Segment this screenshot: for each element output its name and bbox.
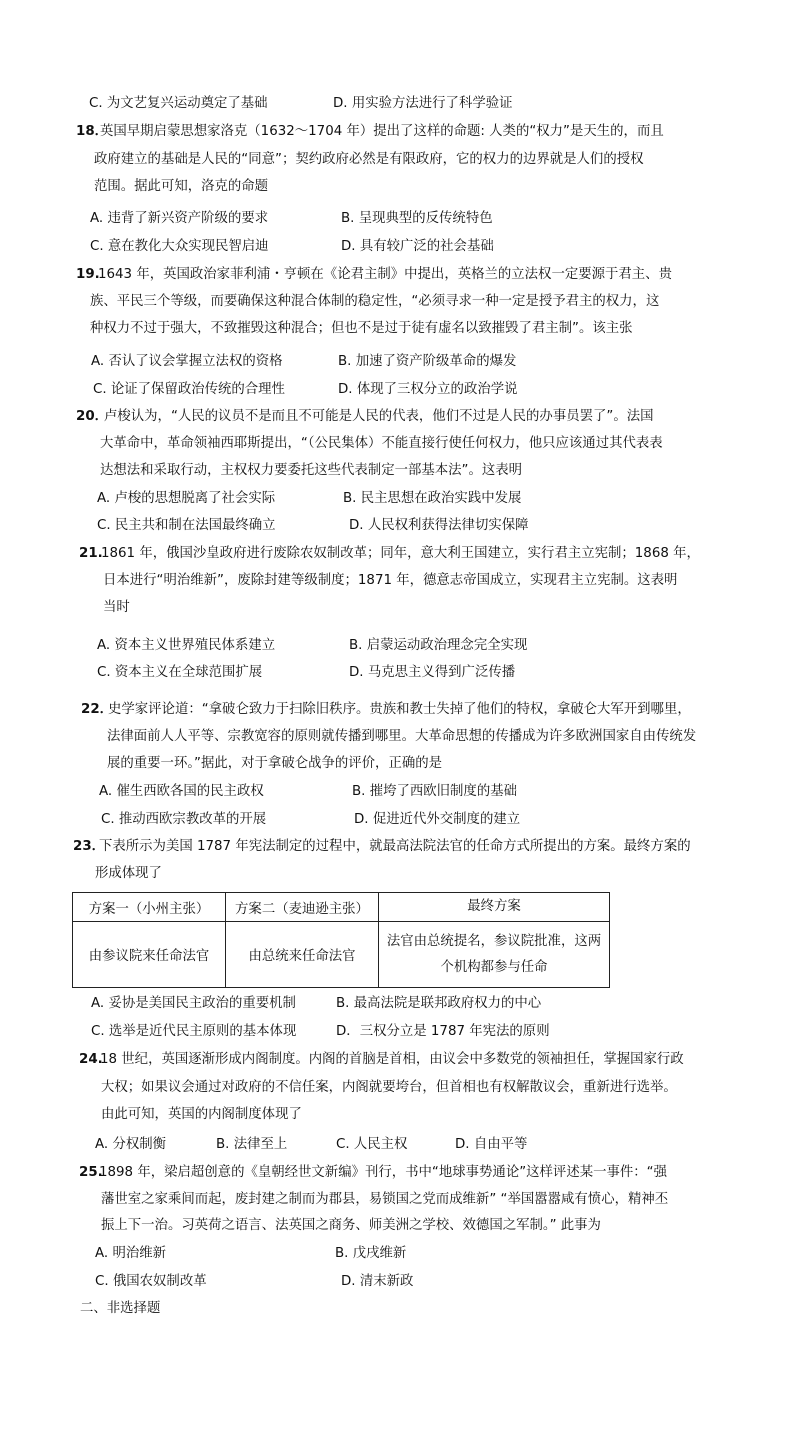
table-header-row [73,893,610,922]
q19-stem-line2: 族、平民三个等级，而要确保这种混合体制的稳定性，“必须寻求一种一定是授予君主的权力，这 [90,294,660,309]
table-header-cell: 方案一（小州主张） [73,893,226,922]
q18-stem-line1: 英国早期启蒙思想家洛克（1632～1704 年）提出了这样的命题: 人类的“权力”是天生的，而且 [100,124,664,139]
q19-number: 19. [76,267,100,282]
q21-stem-line3: 当时 [103,600,130,615]
table-cell: 法官由总统提名，参议院批准，这两个机构都参与任命 [379,922,610,988]
q18-option-d[interactable]: D. 具有较广泛的社会基础 [341,239,494,254]
table-row [73,922,610,988]
q18-stem-line3: 范围。据此可知，洛克的命题 [94,179,269,194]
q24-option-a[interactable]: A. 分权制衡 [95,1137,166,1152]
q20-option-a[interactable]: A. 卢梭的思想脱离了社会实际 [97,491,276,506]
q20-stem-line2: 大革命中，革命领袖西耶斯提出，“（公民集体）不能直接行使任何权力，他只应该通过其代表表 [100,436,663,451]
q19-option-a[interactable]: A. 否认了议会掌握立法权的资格 [91,354,283,369]
q19-option-c[interactable]: C. 论证了保留政治传统的合理性 [93,382,285,397]
q21-number: 21. [79,546,103,561]
q25-stem-line3: 振上下一治。习英荷之语言、法英国之商务、师美洲之学校、效德国之军制。” 此事为 [101,1218,601,1233]
q23-option-b[interactable]: B. 最高法院是联邦政府权力的中心 [336,996,542,1011]
q22-stem-line3: 展的重要一环。”据此，对于拿破仑战争的评价，正确的是 [107,756,443,771]
q22-option-a[interactable]: A. 催生西欧各国的民主政权 [99,784,264,799]
q23-stem-line1: 下表所示为美国 1787 年宪法制定的过程中，就最高法院法官的任命方式所提出的方案。最终方案的 [99,839,691,854]
q20-option-d[interactable]: D. 人民权利获得法律切实保障 [349,518,529,533]
q19-option-b[interactable]: B. 加速了资产阶级革命的爆发 [338,354,517,369]
q20-option-c[interactable]: C. 民主共和制在法国最终确立 [97,518,276,533]
q24-stem-line1: 18 世纪，英国逐渐形成内阁制度。内阁的首脑是首相，由议会中多数党的领袖担任，掌握国家行政 [100,1052,684,1067]
q24-stem-line3: 由此可知，英国的内阁制度体现了 [101,1107,302,1122]
q19-stem-line1: 1643 年，英国政治家菲利浦・亨顿在《论君主制》中提出，英格兰的立法权一定要源于君主、贵 [98,267,672,282]
q24-option-b[interactable]: B. 法律至上 [216,1137,288,1152]
q21-option-c[interactable]: C. 资本主义在全球范围扩展 [97,665,263,680]
q23-option-d[interactable]: D．三权分立是 1787 年宪法的原则 [336,1024,550,1039]
q19-option-d[interactable]: D. 体现了三权分立的政治学说 [338,382,518,397]
table-cell: 由参议院来任命法官 [73,922,226,988]
q23-proposal-table [72,892,610,988]
q18-stem-line2: 政府建立的基础是人民的“同意”；契约政府必然是有限政府，它的权力的边界就是人们的授权 [94,152,644,167]
table-cell: 由总统来任命法官 [226,922,379,988]
q18-option-a[interactable]: A. 违背了新兴资产阶级的要求 [90,211,269,226]
q25-number: 25. [79,1165,103,1180]
q20-stem-line1: 卢梭认为，“人民的议员不是而且不可能是人民的代表，他们不过是人民的办事员罢了”。法国 [104,409,654,424]
q21-stem-line2: 日本进行“明治维新”，废除封建等级制度；1871 年，德意志帝国成立，实现君主立宪制。这表明 [103,573,678,588]
q25-stem-line2: 藩世室之家乘间而起，废封建之制而为郡县，易锁国之党而成维新” “举国嚣嚣咸有愤心，精神丕 [101,1192,669,1207]
table-header-cell: 方案二（麦迪逊主张） [226,893,379,922]
q21-option-b[interactable]: B. 启蒙运动政治理念完全实现 [349,638,528,653]
q23-stem-line2: 形成体现了 [95,866,162,881]
q23-number: 23． [73,839,106,854]
q20-stem-line3: 达想法和采取行动，主权权力要委托这些代表制定一部基本法”。这表明 [100,463,523,478]
q22-option-d[interactable]: D. 促进近代外交制度的建立 [354,812,521,827]
q18-option-b[interactable]: B. 呈现典型的反传统特色 [341,211,493,226]
q22-option-c[interactable]: C. 推动西欧宗教改革的开展 [101,812,267,827]
q19-stem-line3: 种权力不过于强大，不致摧毁这种混合；但也不是过于徒有虚名以致摧毁了君主制”。该主张 [90,321,633,336]
q24-number: 24. [79,1052,103,1067]
q22-stem-line2: 法律面前人人平等、宗教宽容的原则就传播到哪里。大革命思想的传播成为许多欧洲国家自由传统发 [107,729,697,744]
q22-option-b[interactable]: B. 摧垮了西欧旧制度的基础 [352,784,517,799]
q22-number: 22． [81,702,114,717]
q23-option-a[interactable]: A. 妥协是美国民主政治的重要机制 [91,996,296,1011]
q24-option-c[interactable]: C. 人民主权 [336,1137,408,1152]
q25-option-d[interactable]: D. 清末新政 [341,1274,414,1289]
q25-stem-line1: 1898 年，梁启超创意的《皇朝经世文新编》刊行，书中“地球事势通论”这样评述某一事件：“强 [99,1165,667,1180]
q24-option-d[interactable]: D. 自由平等 [455,1137,528,1152]
q21-stem-line1: 1861 年，俄国沙皇政府进行废除农奴制改革；同年，意大利王国建立，实行君主立宪制；1868 年， [101,546,700,561]
section-heading-non-choice: 二、非选择题 [80,1301,161,1316]
q22-stem-line1: 史学家评论道：“拿破仑致力于扫除旧秩序。贵族和教士失掉了他们的特权，拿破仑大军开到哪里， [108,702,691,717]
q25-option-b[interactable]: B. 戊戌维新 [335,1246,407,1261]
q25-option-c[interactable]: C. 俄国农奴制改革 [95,1274,207,1289]
table-header-cell: 最终方案 [379,893,610,922]
q25-option-a[interactable]: A. 明治维新 [95,1246,166,1261]
q18-number: 18． [76,124,109,139]
q24-stem-line2: 大权；如果议会通过对政府的不信任案，内阁就要垮台，但首相也有权解散议会，重新进行选举。 [101,1080,677,1095]
q21-option-d[interactable]: D. 马克思主义得到广泛传播 [349,665,516,680]
q17-option-c[interactable]: C. 为文艺复兴运动奠定了基础 [89,96,268,111]
q17-option-d[interactable]: D. 用实验方法进行了科学验证 [333,96,513,111]
q23-option-c[interactable]: C. 选举是近代民主原则的基本体现 [91,1024,297,1039]
q20-number: 20． [76,409,109,424]
q18-option-c[interactable]: C. 意在教化大众实现民智启迪 [90,239,269,254]
q21-option-a[interactable]: A. 资本主义世界殖民体系建立 [97,638,276,653]
q20-option-b[interactable]: B. 民主思想在政治实践中发展 [343,491,522,506]
